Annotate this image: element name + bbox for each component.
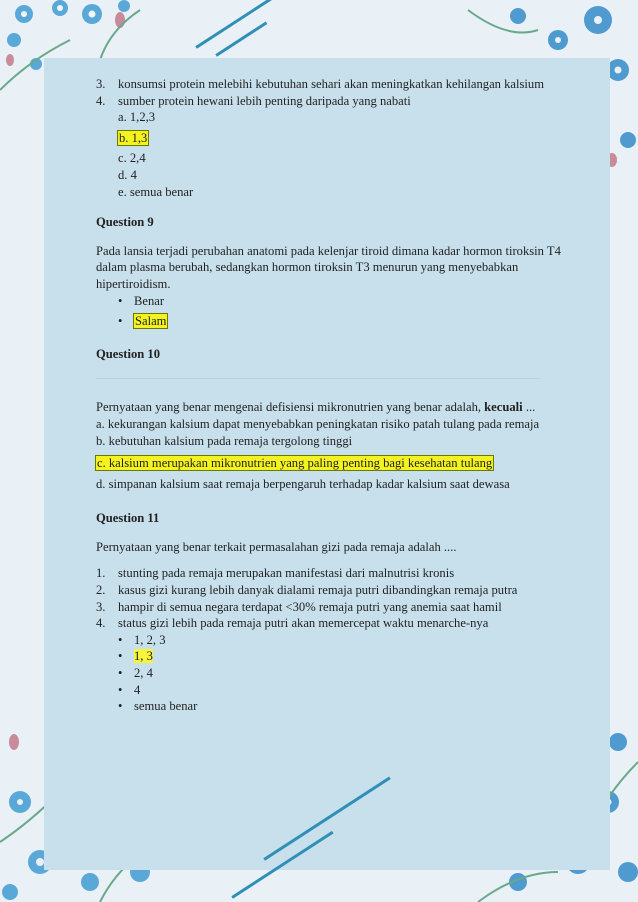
option-label: 4 [134, 682, 141, 697]
question-10-text [96, 399, 566, 416]
q8-statement-4 [96, 93, 566, 110]
item-text: kasus gizi kurang lebih danyak dialami remaja putri dibandingkan remaja putra [118, 583, 518, 598]
question-9-text: Pada lansia terjadi perubahan anatomi pada kelenjar tiroid dimana kadar hormon tiroksin T4 dalam plasma berubah, sedangkan hormon tiroksin T3 menurun yang menyebabkan hipertiroidism. [96, 243, 561, 291]
q8-option-c: c. 2,4 [118, 151, 146, 166]
option-label: semua benar [134, 699, 198, 714]
q10-option-c-selected [96, 455, 566, 472]
q11-statement-4 [96, 615, 566, 632]
option-label: 1, 2, 3 [134, 632, 166, 647]
ellipsis: ... [525, 400, 536, 415]
question-9-title: Question 9 [96, 215, 154, 230]
item-number: 3. [96, 77, 106, 91]
q11-option-5 [96, 698, 566, 715]
q11-option-4 [96, 682, 566, 699]
q10-option-d: d. simpanan kalsium saat remaja berpengaruh terhadap kadar kalsium saat dewasa [96, 476, 510, 491]
q11-option-3 [96, 665, 566, 682]
q8-option-a: a. 1,2,3 [118, 110, 156, 125]
document-content [96, 76, 566, 715]
item-number: 1. [96, 566, 106, 581]
item-text: hampir di semua negara terdapat <30% remaja putri yang anemia saat hamil [118, 599, 502, 614]
answer-highlight: Salam [135, 314, 167, 329]
q8-option-d: d. 4 [118, 167, 137, 182]
item-text: status gizi lebih pada remaja putri akan memercepat waktu menarche-nya [118, 616, 489, 631]
q11-statement-1 [96, 565, 566, 582]
q11-statement-2 [96, 582, 566, 599]
option-label: Benar [134, 293, 165, 308]
answer-highlight: 1, 3 [134, 649, 153, 664]
answer-highlight: b. 1,3 [119, 130, 148, 145]
item-number: 3. [96, 599, 106, 614]
question-10-title: Question 10 [96, 346, 161, 361]
item-text: stunting pada remaja merupakan manifestasi dari malnutrisi kronis [118, 566, 455, 581]
item-text: konsumsi protein melebihi kebutuhan sehari akan meningkatkan kehilangan kalsium [118, 77, 544, 91]
question-11-text: Pernyataan yang benar terkait permasalahan gizi pada remaja adalah .... [96, 539, 457, 554]
q11-option-1 [96, 632, 566, 649]
q8-statement-3 [96, 76, 566, 93]
item-number: 2. [96, 583, 106, 598]
question-text: Pernyataan yang benar mengenai defisiensi mikronutrien yang benar adalah, [96, 400, 482, 415]
item-number: 4. [96, 616, 106, 631]
divider [96, 378, 540, 379]
item-text: sumber protein hewani lebih penting daripada yang nabati [118, 93, 411, 108]
q9-option-salam-selected [96, 313, 566, 330]
answer-highlight: c. kalsium merupakan mikronutrien yang paling penting bagi kesehatan tulang [97, 456, 493, 471]
decorative-stroke-top [195, 0, 289, 48]
item-number: 4. [96, 93, 106, 108]
q10-option-b: b. kebutuhan kalsium pada remaja tergolong tinggi [96, 433, 353, 448]
q11-statement-3 [96, 599, 566, 616]
q8-option-e: e. semua benar [118, 184, 194, 199]
q11-option-2-selected [96, 648, 566, 665]
q10-option-a: a. kekurangan kalsium dapat menyebabkan peningkatan risiko patah tulang pada remaja [96, 416, 540, 431]
emphasis-word: kecuali [484, 400, 523, 415]
q8-option-b-selected [96, 130, 566, 147]
q9-option-benar [96, 293, 566, 310]
option-label: 2, 4 [134, 666, 153, 681]
question-11-title: Question 11 [96, 511, 160, 526]
